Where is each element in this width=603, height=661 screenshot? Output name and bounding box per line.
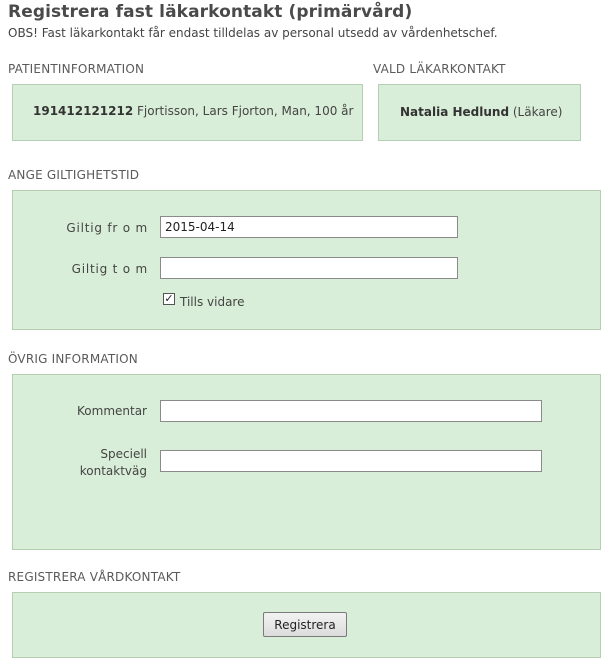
valid-from-input[interactable] xyxy=(160,216,458,238)
doctor-name: Natalia Hedlund xyxy=(400,105,510,119)
validity-heading: ANGE GILTIGHETSTID xyxy=(8,168,140,182)
doctor-role: (Läkare) xyxy=(512,105,563,119)
register-heading: REGISTRERA VÅRDKONTAKT xyxy=(8,570,181,584)
contact-path-input[interactable] xyxy=(160,450,542,472)
patient-info-heading: PATIENTINFORMATION xyxy=(8,62,145,76)
register-button[interactable]: Registrera xyxy=(263,612,347,637)
doctor-heading: VALD LÄKARKONTAKT xyxy=(373,62,506,76)
until-further-checkbox[interactable] xyxy=(163,293,175,305)
comment-input[interactable] xyxy=(160,400,542,422)
notice-text: OBS! Fast läkarkontakt får endast tilldelas av personal utsedd av vårdenhetschef. xyxy=(8,26,498,40)
valid-to-input[interactable] xyxy=(160,257,458,279)
patient-personnummer: 191412121212 xyxy=(33,104,134,118)
checkmark-icon: ✓ xyxy=(164,292,174,305)
until-further-label[interactable]: Tills vidare xyxy=(180,295,245,309)
contact-path-label: Speciell kontaktväg xyxy=(79,447,147,478)
patient-details: Fjortisson, Lars Fjorton, Man, 100 år xyxy=(137,104,354,118)
valid-to-label: Giltig t o m xyxy=(71,262,148,276)
patient-info xyxy=(33,104,353,118)
page-title: Registrera fast läkarkontakt (primärvård) xyxy=(8,2,413,22)
doctor-info xyxy=(400,105,562,119)
valid-from-label: Giltig fr o m xyxy=(66,221,148,235)
comment-label: Kommentar xyxy=(77,404,147,418)
other-info-heading: ÖVRIG INFORMATION xyxy=(8,352,138,366)
